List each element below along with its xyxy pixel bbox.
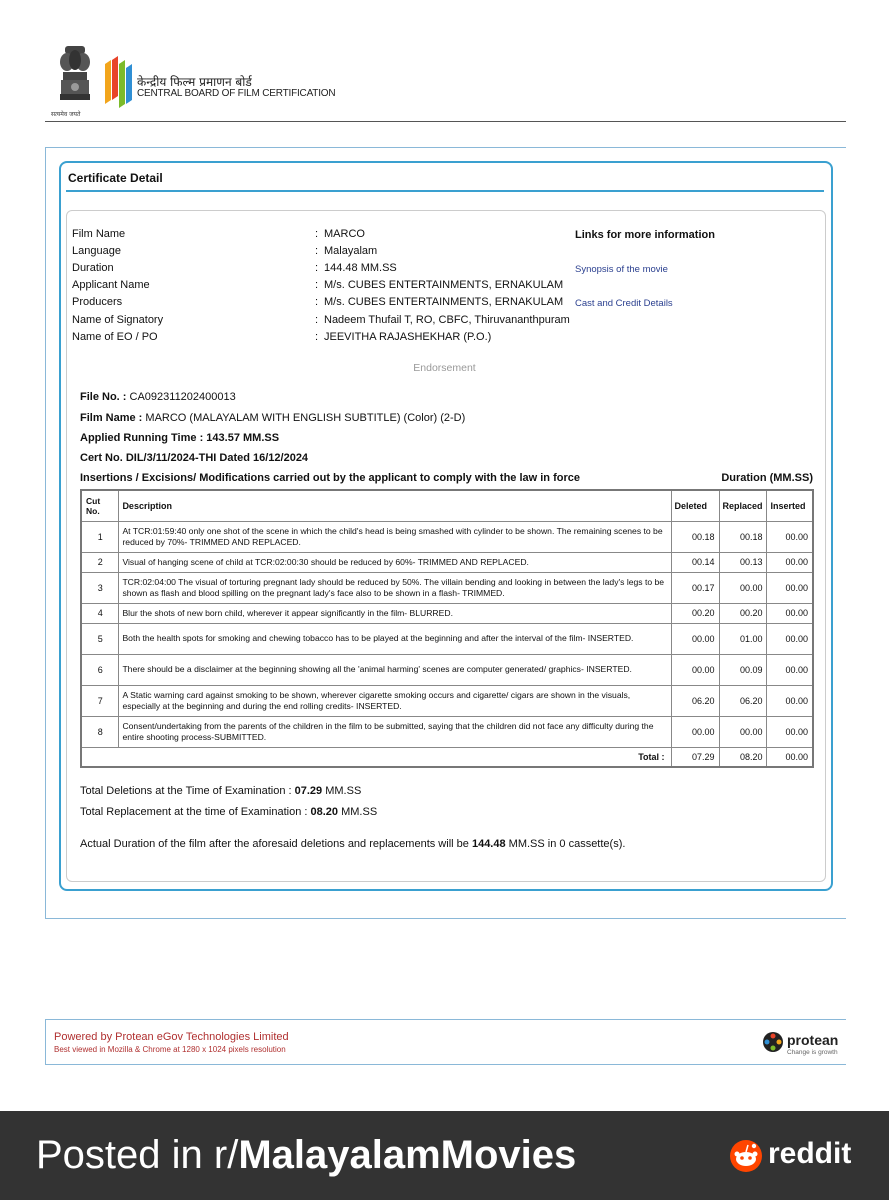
total-deletions xyxy=(80,785,361,797)
total-deleted: 07.29 xyxy=(671,747,719,767)
detail-colon: : xyxy=(315,245,319,257)
detail-label: Name of EO / PO xyxy=(72,331,158,343)
col-inserted: Inserted xyxy=(767,490,813,521)
cut-inserted: 00.00 xyxy=(767,572,813,603)
posted-in xyxy=(36,1133,576,1178)
cut-replaced: 00.00 xyxy=(719,716,767,747)
cut-no: 2 xyxy=(81,552,119,572)
file-no-value: CA092311202400013 xyxy=(129,391,236,403)
posted-prefix: Posted in r/ xyxy=(36,1133,239,1177)
cut-deleted: 00.00 xyxy=(671,654,719,685)
cut-deleted: 00.00 xyxy=(671,716,719,747)
cut-no: 1 xyxy=(81,521,119,552)
detail-value: M/s. CUBES ENTERTAINMENTS, ERNAKULAM xyxy=(324,279,564,291)
replacement-label: Total Replacement at the time of Examination : xyxy=(80,806,308,818)
cuts-table xyxy=(80,489,814,768)
total-replacement xyxy=(80,806,377,818)
detail-value: 144.48 MM.SS xyxy=(324,262,397,274)
best-viewed-note: Best viewed in Mozilla & Chrome at 1280 x 1024 pixels resolution xyxy=(54,1045,286,1054)
brand-english: CENTRAL BOARD OF FILM CERTIFICATION xyxy=(137,88,336,99)
endorsement-label: Endorsement xyxy=(413,362,476,374)
detail-value: MARCO xyxy=(324,228,365,240)
cut-description: There should be a disclaimer at the beginning showing all the 'animal harming' scenes are computer generated/ graphics- INSERTED. xyxy=(119,654,671,685)
synopsis-link[interactable]: Synopsis of the movie xyxy=(575,264,668,275)
title-divider xyxy=(66,190,824,192)
table-row xyxy=(81,685,813,716)
actual-duration xyxy=(80,838,625,850)
cut-replaced: 00.00 xyxy=(719,572,767,603)
col-cut-no: Cut No. xyxy=(81,490,119,521)
col-deleted: Deleted xyxy=(671,490,719,521)
cut-inserted: 00.00 xyxy=(767,623,813,654)
site-header xyxy=(45,40,846,122)
total-replaced: 08.20 xyxy=(719,747,767,767)
protean-name: protean xyxy=(787,1032,839,1048)
detail-label: Duration xyxy=(72,262,114,274)
emblem-motto: सत्यमेव जयते xyxy=(51,111,81,118)
card-title: Certificate Detail xyxy=(68,171,163,185)
deletions-unit: MM.SS xyxy=(325,785,362,797)
cut-inserted: 00.00 xyxy=(767,654,813,685)
cut-description: Consent/undertaking from the parents of the children in the film to be submitted, saying that the children did not face any difficulty during the entire shooting process-SUBMITTED. xyxy=(119,716,671,747)
cut-replaced: 01.00 xyxy=(719,623,767,654)
detail-value: M/s. CUBES ENTERTAINMENTS, ERNAKULAM xyxy=(324,296,564,308)
table-row xyxy=(81,552,813,572)
replacement-value: 08.20 xyxy=(310,806,339,818)
total-inserted: 00.00 xyxy=(767,747,813,767)
cut-no: 3 xyxy=(81,572,119,603)
reddit-logo-icon xyxy=(728,1137,764,1173)
table-row xyxy=(81,572,813,603)
protean-tagline: Change is growth xyxy=(787,1049,838,1056)
table-row xyxy=(81,623,813,654)
cut-description: TCR:02:04:00 The visual of torturing pregnant lady should be reduced by 50%. The villain bending and looking in between the lady's legs to be shown as flash and blood spilling on the pregnant lady's face also to be shown in a flash- TRIMMED. xyxy=(119,572,671,603)
cut-replaced: 00.20 xyxy=(719,603,767,623)
cut-deleted: 00.20 xyxy=(671,603,719,623)
subreddit-name[interactable]: MalayalamMovies xyxy=(238,1133,577,1177)
table-row xyxy=(81,603,813,623)
running-time-text: Applied Running Time : 143.57 MM.SS xyxy=(80,432,280,444)
brand-hindi: केन्द्रीय फिल्म प्रमाणन बोर्ड xyxy=(137,75,252,89)
cut-no: 6 xyxy=(81,654,119,685)
detail-colon: : xyxy=(315,228,319,240)
cert-no-text: Cert No. DIL/3/11/2024-THI Dated 16/12/2024 xyxy=(80,452,309,464)
col-replaced: Replaced xyxy=(719,490,767,521)
cut-deleted: 06.20 xyxy=(671,685,719,716)
cut-replaced: 06.20 xyxy=(719,685,767,716)
file-no xyxy=(80,391,236,403)
protean-logo-icon xyxy=(762,1031,784,1053)
table-row xyxy=(81,716,813,747)
cut-deleted: 00.14 xyxy=(671,552,719,572)
detail-colon: : xyxy=(315,279,319,291)
cut-deleted: 00.18 xyxy=(671,521,719,552)
reddit-wordmark: reddit xyxy=(768,1137,852,1170)
actual-value: 144.48 xyxy=(471,838,506,850)
cut-no: 8 xyxy=(81,716,119,747)
detail-colon: : xyxy=(315,296,319,308)
actual-prefix: Actual Duration of the film after the aforesaid deletions and replacements will be xyxy=(80,838,469,850)
cut-no: 5 xyxy=(81,623,119,654)
detail-value: JEEVITHA RAJASHEKHAR (P.O.) xyxy=(324,331,492,343)
cut-no: 4 xyxy=(81,603,119,623)
cut-description: Visual of hanging scene of child at TCR:02:00:30 should be reduced by 60%- TRIMMED AND REPLACED. xyxy=(119,552,671,572)
cut-replaced: 00.13 xyxy=(719,552,767,572)
table-header-row xyxy=(81,490,813,521)
cut-description: A Static warning card against smoking to be shown, wherever cigarette smoking occurs and cigarette/ cigars are shown in the visuals, especially at the beginning and during the end rolling credits- INSERTED. xyxy=(119,685,671,716)
cut-inserted: 00.00 xyxy=(767,552,813,572)
file-no-label: File No. : xyxy=(80,391,127,403)
powered-by: Powered by Protean eGov Technologies Limited xyxy=(54,1031,289,1043)
cut-replaced: 00.09 xyxy=(719,654,767,685)
total-label: Total : xyxy=(81,747,671,767)
film-name-line xyxy=(80,412,465,424)
national-emblem-icon xyxy=(55,42,95,118)
cut-inserted: 00.00 xyxy=(767,521,813,552)
cut-description: At TCR:01:59:40 only one shot of the scene in which the child's head is being smashed with cylinder to be shown. The remaining scenes to be reduced by 70%- TRIMMED AND REPLACED. xyxy=(119,521,671,552)
duration-heading: Duration (MM.SS) xyxy=(721,472,813,484)
cut-deleted: 00.00 xyxy=(671,623,719,654)
cast-credits-link[interactable]: Cast and Credit Details xyxy=(575,298,673,309)
detail-label: Film Name xyxy=(72,228,126,240)
cut-replaced: 00.18 xyxy=(719,521,767,552)
detail-label: Applicant Name xyxy=(72,279,150,291)
replacement-unit: MM.SS xyxy=(341,806,378,818)
film-name-value: MARCO (MALAYALAM WITH ENGLISH SUBTITLE) (Color) (2-D) xyxy=(145,412,466,424)
cut-inserted: 00.00 xyxy=(767,603,813,623)
detail-value: Nadeem Thufail T, RO, CBFC, Thiruvananthpuram xyxy=(324,314,570,326)
cut-deleted: 00.17 xyxy=(671,572,719,603)
cert-no xyxy=(80,452,308,464)
detail-colon: : xyxy=(315,314,319,326)
actual-suffix: MM.SS in 0 cassette(s). xyxy=(508,838,626,850)
deletions-value: 07.29 xyxy=(294,785,323,797)
detail-label: Producers xyxy=(72,296,123,308)
cut-description: Both the health spots for smoking and chewing tobacco has to be played at the beginning and after the interval of the film- INSERTED. xyxy=(119,623,671,654)
detail-label: Name of Signatory xyxy=(72,314,164,326)
table-row xyxy=(81,521,813,552)
running-time xyxy=(80,432,279,444)
links-heading: Links for more information xyxy=(575,229,715,241)
table-row xyxy=(81,654,813,685)
cut-inserted: 00.00 xyxy=(767,716,813,747)
cbfc-logo-icon xyxy=(103,54,133,110)
detail-label: Language xyxy=(72,245,121,257)
deletions-label: Total Deletions at the Time of Examination : xyxy=(80,785,292,797)
modifications-heading: Insertions / Excisions/ Modifications carried out by the applicant to comply with the law in force xyxy=(80,472,580,484)
table-total-row xyxy=(81,747,813,767)
col-description: Description xyxy=(119,490,671,521)
detail-colon: : xyxy=(315,262,319,274)
detail-value: Malayalam xyxy=(324,245,378,257)
detail-colon: : xyxy=(315,331,319,343)
cut-inserted: 00.00 xyxy=(767,685,813,716)
film-name-label: Film Name : xyxy=(80,412,143,424)
cut-description: Blur the shots of new born child, wherever it appear significantly in the film- BLURRED. xyxy=(119,603,671,623)
cut-no: 7 xyxy=(81,685,119,716)
